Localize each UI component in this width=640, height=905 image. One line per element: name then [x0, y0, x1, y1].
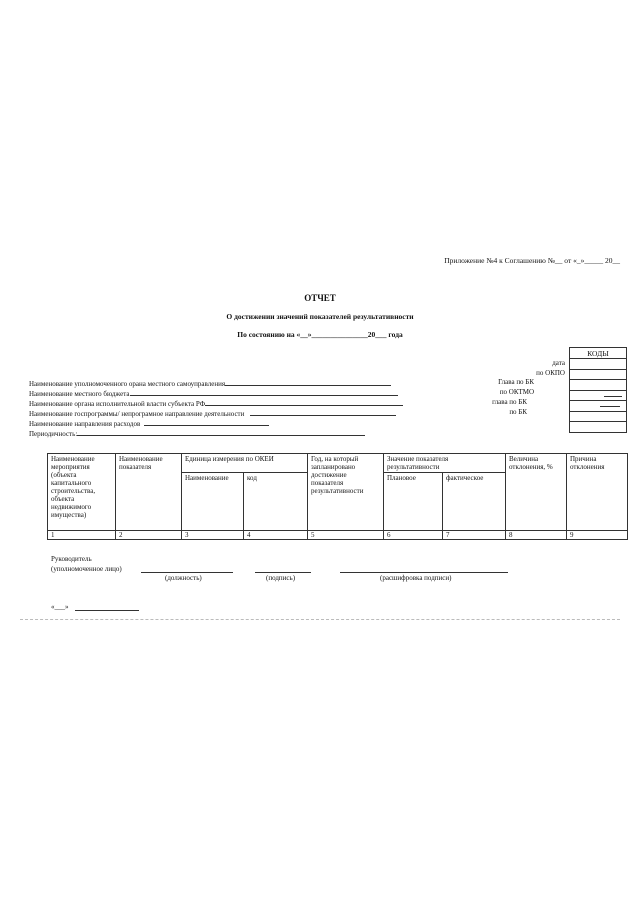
as-of-date: По состоянию на «__»_______________20___ года: [237, 330, 403, 339]
th-year: Год, на который запланировано достижение показателя результативности: [308, 454, 384, 531]
signer-subtitle: (уполномоченное лицо): [51, 565, 122, 573]
label-glava-bk-2: глава по БК: [492, 398, 527, 406]
field-periodicity: [29, 428, 365, 438]
field-program-line[interactable]: [250, 408, 396, 416]
decode-caption: (расшифровка подписи): [380, 574, 452, 582]
colnum: 1: [48, 531, 116, 540]
page-bottom-rule: [20, 619, 620, 622]
code-cell-date[interactable]: [570, 359, 627, 370]
field-expenses-line[interactable]: [144, 418, 269, 426]
colnum: 4: [244, 531, 308, 540]
column-numbers-row: [48, 531, 628, 540]
label-date: дата: [552, 359, 565, 367]
signature-line[interactable]: [255, 572, 311, 573]
position-line[interactable]: [141, 572, 233, 573]
report-title: ОТЧЕТ: [304, 293, 336, 303]
field-program: [29, 408, 396, 418]
position-caption: (должность): [165, 574, 202, 582]
decode-line[interactable]: [340, 572, 508, 573]
field-authority: [29, 378, 391, 388]
field-expenses: [29, 418, 269, 428]
field-executive-label: Наименование органа исполнительной власти субъекта РФ: [29, 400, 206, 408]
field-executive: [29, 398, 403, 408]
th-reason: Причина отклонения: [567, 454, 628, 531]
th-measure: Наименование мероприятия (объекта капитального строительства, объекта недвижимого имущества): [48, 454, 116, 531]
field-budget-line[interactable]: [130, 388, 398, 396]
codes-header: КОДЫ: [570, 348, 627, 359]
signer-title: Руководитель: [51, 555, 92, 563]
colnum: 6: [384, 531, 443, 540]
colnum: 9: [567, 531, 628, 540]
colnum: 7: [443, 531, 506, 540]
results-table: [47, 453, 628, 540]
field-budget-label: Наименование местного бюджета: [29, 390, 130, 398]
date-line[interactable]: [75, 610, 139, 611]
field-executive-line[interactable]: [205, 398, 403, 406]
th-value-actual: фактическое: [443, 473, 506, 531]
field-program-label: Наименование госпрограммы/ непрограмное направление деятельности: [29, 410, 245, 418]
th-indicator: Наименование показателя: [116, 454, 182, 531]
th-unit-name: Наименование: [182, 473, 244, 531]
code-dash-1: [604, 396, 622, 397]
field-budget: [29, 388, 398, 398]
colnum: 8: [506, 531, 567, 540]
codes-box: [569, 347, 627, 433]
code-cell-okpo[interactable]: [570, 369, 627, 380]
code-cell-empty[interactable]: [570, 422, 627, 433]
colnum: 5: [308, 531, 384, 540]
code-dash-2: [600, 406, 620, 407]
colnum: 2: [116, 531, 182, 540]
th-value: Значение показателя результативности: [384, 454, 506, 473]
field-periodicity-line[interactable]: [77, 428, 365, 436]
th-deviation: Величина отклонения, %: [506, 454, 567, 531]
field-periodicity-label: Периодичность:: [29, 430, 78, 438]
th-unit: Единица измерения по ОКЕИ: [182, 454, 308, 473]
field-expenses-label: Наименование направления расходов: [29, 420, 141, 428]
date-prefix: «___»: [51, 603, 69, 611]
label-bk: по БК: [509, 408, 527, 416]
field-authority-line[interactable]: [225, 378, 391, 386]
th-unit-code: код: [244, 473, 308, 531]
report-subtitle: О достижении значений показателей результативности: [226, 312, 414, 321]
label-okpo: по ОКПО: [536, 369, 565, 377]
label-oktmo: по ОКТМО: [499, 388, 534, 396]
sign-caption: (подпись): [266, 574, 296, 582]
colnum: 3: [182, 531, 244, 540]
code-cell-glava[interactable]: [570, 380, 627, 391]
appendix-note: Приложение №4 к Соглашению №__ от «_»_____ 20__: [444, 256, 620, 265]
label-glava-bk: Глава по БК: [498, 378, 534, 386]
code-cell-bk[interactable]: [570, 411, 627, 422]
field-authority-label: Наименование уполномоченного орана местного самоуправления: [29, 380, 226, 388]
th-value-plan: Плановое: [384, 473, 443, 531]
